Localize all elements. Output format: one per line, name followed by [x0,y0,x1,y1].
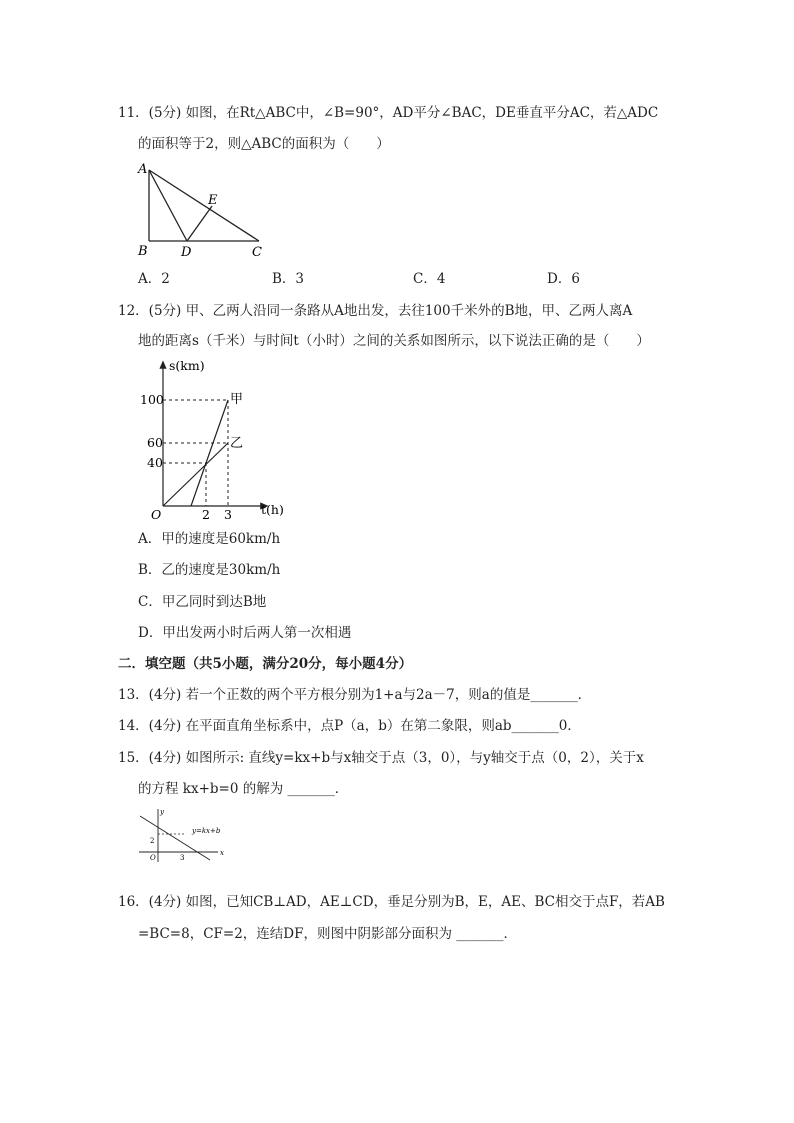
q12-option-c: C．甲乙同时到达B地 [138,594,267,610]
q15-stem-line1: 15．(4分) 如图所示: 直线y=kx+b与x轴交于点（3，0），与y轴交于点（0，2），关于x [118,750,644,766]
q12-distance-time-graph [140,356,290,524]
section-2-heading: 二．填空题（共5小题，满分20分，每小题4分） [118,656,413,672]
q12-t-label: t(h) [261,502,284,517]
q12-stem-line1: 12．(5分) 甲、乙两人沿同一条路从A地出发，去往100千米外的B地，甲、乙两人离A [118,303,633,319]
q12-s-label: s(km) [169,358,205,373]
q11-option-d: D．6 [547,271,580,287]
q12-series-jia-label: 甲 [230,392,244,407]
q11-segment-de [187,206,212,241]
q15-stem-line2: 的方程 kx+b=0 的解为 _______． [138,781,349,797]
q11-label-b: B [138,244,148,259]
q12-origin-label: O [151,507,162,522]
q12-series-yi-label: 乙 [230,436,244,451]
q12-line-jia [191,400,228,506]
q12-xtick-3: 3 [224,507,232,522]
q11-option-c: C．4 [413,271,446,287]
q12-xtick-2: 2 [202,507,210,522]
q15-x-label: x [220,849,224,857]
q12-line-yi [163,443,228,506]
q12-ytick-100: 100 [140,392,164,407]
q16-stem-line2: =BC=8，CF=2，连结DF，则图中阴影部分面积为 _______． [138,926,518,942]
q12-ytick-40: 40 [147,455,163,470]
q11-stem-line2: 的面积等于2，则△ABC的面积为（ ） [138,136,390,152]
q12-option-d: D．甲出发两小时后两人第一次相遇 [138,625,352,641]
q15-intercept-3: 3 [180,854,185,862]
q12-option-b: B．乙的速度是30km/h [138,562,281,578]
q14-stem: 14．(4分) 在平面直角坐标系中，点P（a，b）在第二象限，则ab_______0． [118,718,581,734]
q11-label-c: C [252,245,262,260]
q11-label-e: E [208,193,218,208]
q15-y-label: y [160,808,164,816]
q12-stem-line2: 地的距离s（千米）与时间t（小时）之间的关系如图所示，以下说法正确的是（ ） [138,333,650,349]
q11-segment-ad [149,170,187,241]
q11-side-ac [149,170,259,241]
q15-origin-label: O [150,854,156,862]
q15-equation-label: y=kx+b [192,827,221,835]
q11-stem-line1: 11．(5分) 如图，在Rt△ABC中，∠B=90°，AD平分∠BAC，DE垂直平分AC，若△ADC [118,105,659,121]
q11-label-a: A [138,162,148,177]
q15-intercept-2: 2 [150,837,155,845]
q12-option-a: A．甲的速度是60km/h [138,531,281,547]
q13-stem: 13．(4分) 若一个正数的两个平方根分别为1+a与2a－7，则a的值是_______． [118,687,592,703]
q11-label-d: D [181,245,192,260]
q12-ytick-60: 60 [147,435,163,450]
q16-stem-line1: 16．(4分) 如图，已知CB⊥AD，AE⊥CD，垂足分别为B，E，AE、BC相交于点F，若AB [118,894,665,910]
q11-option-b: B．3 [272,271,305,287]
q11-triangle-figure [134,158,274,262]
q11-option-a: A．2 [138,271,170,287]
q15-line-graph [136,806,230,866]
